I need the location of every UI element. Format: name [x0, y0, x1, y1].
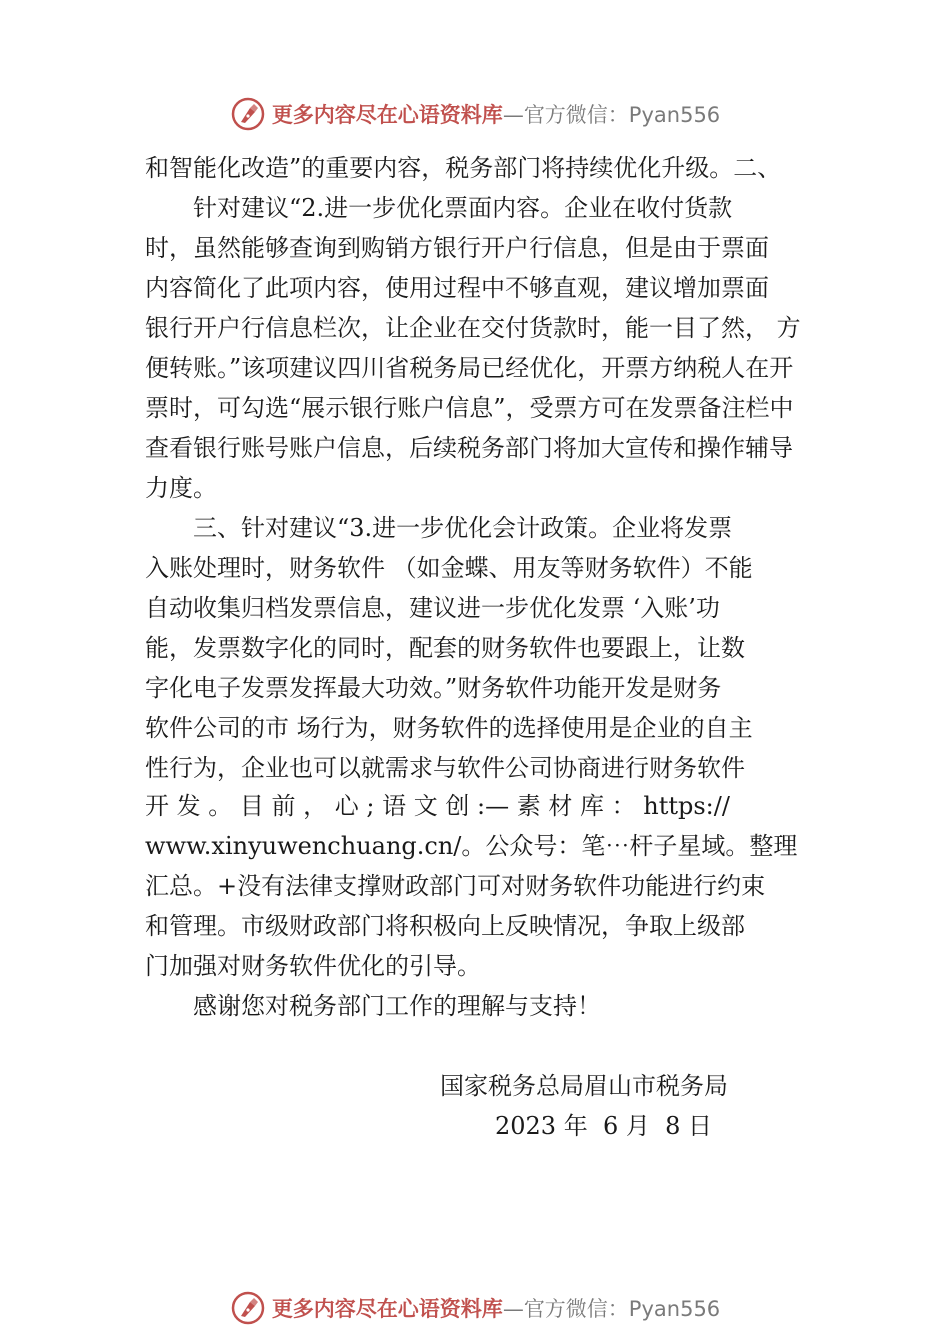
body-line: 查看银行账号账户信息，后续税务部门将加大宣传和操作辅导 [145, 434, 793, 462]
body-line: 汇总。+没有法律支撑财政部门可对财务软件功能进行约束 [145, 872, 766, 900]
pen-nib-logo-icon [230, 96, 266, 132]
body-line: 便转账。”该项建议四川省税务局已经优化，开票方纳税人在开 [145, 354, 794, 382]
signature-organization: 国家税务总局眉山市税务局 [440, 1072, 728, 1100]
body-line: 和管理。市级财政部门将积极向上反映情况，争取上级部 [145, 912, 745, 940]
body-line: 时，虽然能够查询到购销方银行开户行信息，但是由于票面 [145, 234, 769, 262]
body-line: 能，发票数字化的同时，配套的财务软件也要跟上，让数 [145, 634, 745, 662]
body-line: 力度。 [145, 474, 217, 502]
footer-banner [0, 1288, 950, 1328]
footer-contact-text: —官方微信：Pyan556 [502, 1297, 721, 1321]
body-line: 票时，可勾选“展示银行账户信息”，受票方可在发票备注栏中 [145, 394, 794, 422]
footer-brand-text: 更多内容尽在心语资料库 [271, 1296, 503, 1321]
body-line: 软件公司的市 场行为，财务软件的选择使用是企业的自主 [145, 714, 753, 742]
body-line: 字化电子发票发挥最大功效。”财务软件功能开发是财务 [145, 674, 722, 702]
body-line: 针对建议“2.进一步优化票面内容。企业在收付货款 [145, 194, 733, 222]
body-line: 性行为，企业也可以就需求与软件公司协商进行财务软件 [145, 754, 745, 782]
body-line: 入账处理时，财务软件 （如金蝶、用友等财务软件）不能 [145, 554, 753, 582]
header-brand-text: 更多内容尽在心语资料库 [271, 102, 503, 127]
body-line: www.xinyuwenchuang.cn/。公众号：笔⋯杆子星域。整理 [145, 832, 798, 860]
body-line: 三、针对建议“3.进一步优化会计政策。企业将发票 [145, 514, 733, 542]
header-banner [0, 94, 950, 134]
body-line: 门加强对财务软件优化的引导。 [145, 952, 481, 980]
body-line: 和智能化改造”的重要内容，税务部门将持续优化升级。二、 [145, 154, 782, 182]
header-contact-text: —官方微信：Pyan556 [502, 103, 721, 127]
body-line: 内容简化了此项内容，使用过程中不够直观，建议增加票面 [145, 274, 769, 302]
signature-date: 2023 年 6 月 8 日 [495, 1112, 713, 1140]
body-line: 自动收集归档发票信息，建议进一步优化发票 ‘入账’功 [145, 594, 720, 622]
body-line: 银行开户行信息栏次，让企业在交付货款时，能一目了然， 方 [145, 314, 801, 342]
pen-nib-logo-icon [230, 1290, 266, 1326]
body-line: 感谢您对税务部门工作的理解与支持！ [145, 992, 601, 1020]
body-line: 开 发 。 目 前 ， 心 ; 语 文 创 :— 素 材 库 ： https:// [145, 792, 730, 820]
